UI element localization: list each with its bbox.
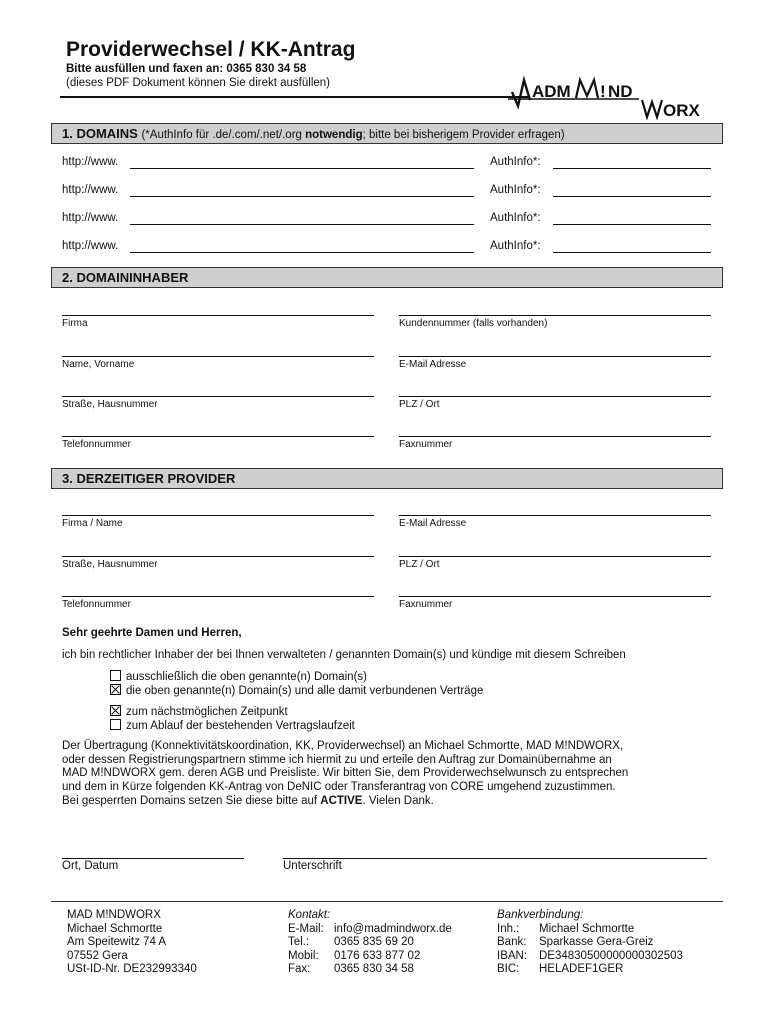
footer-contact: Kontakt: E-Mail: info@madmindworx.de Tel.: 0365 835 69 20 Mobil: 0176 633 877 02 Fax: 0365 830 34 58: [288, 909, 452, 976]
option-domains-only-label: ausschließlich die oben genannte(n) Domain(s): [126, 671, 367, 683]
svg-text:!: !: [600, 82, 606, 101]
owner-fax-input[interactable]: [399, 436, 711, 437]
url-label-2: http://www.: [62, 184, 119, 196]
header-rule: [60, 96, 530, 98]
owner-zip-city-label: PLZ / Ort: [399, 399, 440, 410]
madmindworx-logo: [508, 70, 718, 120]
section-provider-title: 3. DERZEITIGER PROVIDER: [62, 471, 236, 486]
footer-address: [67, 909, 197, 977]
contact-email[interactable]: info@madmindworx.de: [334, 922, 452, 935]
option-domains-only[interactable]: [110, 670, 367, 683]
authinfo-input-2[interactable]: [553, 196, 711, 197]
paragraph-line-2: oder dessen Registrierungspartnern stimme ich hiermit zu und erteile den Auftrag zur Domainübernahme an: [62, 753, 612, 766]
logo-text-1: ADM: [532, 82, 571, 101]
option-earliest-date-label: zum nächstmöglichen Zeitpunkt: [126, 706, 288, 718]
owner-street-label: Straße, Hausnummer: [62, 399, 158, 410]
option-domains-contracts-label: die oben genannte(n) Domain(s) und alle damit verbundenen Verträge: [126, 685, 484, 697]
bank-bic: HELADEF1GER: [539, 963, 624, 976]
provider-zip-city-input[interactable]: [399, 556, 711, 557]
footer-bank: Bankverbindung: Inh.: Michael Schmortte Bank: Sparkasse Gera-Greiz IBAN: DE34830500000000302503 BIC: HELADEF1GER: [497, 909, 683, 976]
provider-email-label: E-Mail Adresse: [399, 518, 467, 529]
provider-fax-label: Faxnummer: [399, 599, 453, 610]
domain-input-4[interactable]: [130, 252, 474, 253]
provider-name-input[interactable]: [62, 515, 374, 516]
authorization-paragraph: [62, 740, 712, 809]
footer-street: Am Speitewitz 74 A: [67, 936, 167, 949]
option-contract-end[interactable]: [110, 719, 355, 732]
authinfo-input-1[interactable]: [553, 168, 711, 169]
owner-zip-city-input[interactable]: [399, 396, 711, 397]
contact-mobile: 0176 633 877 02: [334, 949, 421, 962]
authinfo-label-1: AuthInfo*:: [490, 156, 541, 168]
owner-customer-number-input[interactable]: [399, 315, 711, 316]
option-earliest-date[interactable]: [110, 705, 288, 718]
owner-company-input[interactable]: [62, 315, 374, 316]
owner-customer-number-label: Kundennummer (falls vorhanden): [399, 318, 548, 329]
owner-phone-label: Telefonnummer: [62, 439, 131, 450]
page-title: Providerwechsel / KK-Antrag: [66, 38, 356, 61]
section-owner-header: [51, 267, 723, 288]
bank-iban: DE34830500000000302503: [539, 949, 683, 962]
place-date-input[interactable]: [62, 858, 244, 859]
url-label-1: http://www.: [62, 156, 119, 168]
domain-input-1[interactable]: [130, 168, 474, 169]
footer-company: MAD M!NDWORX: [67, 909, 161, 921]
provider-street-input[interactable]: [62, 556, 374, 557]
signature-input[interactable]: [283, 858, 707, 859]
provider-email-input[interactable]: [399, 515, 711, 516]
authinfo-input-3[interactable]: [553, 224, 711, 225]
provider-phone-label: Telefonnummer: [62, 599, 131, 610]
fax-instruction: Bitte ausfüllen und faxen an: 0365 830 34 58: [66, 63, 307, 75]
authinfo-label-2: AuthInfo*:: [490, 184, 541, 196]
owner-email-label: E-Mail Adresse: [399, 359, 467, 370]
url-label-4: http://www.: [62, 240, 119, 252]
paragraph-line-5: Bei gesperrten Domains setzen Sie diese bitte auf ACTIVE. Vielen Dank.: [62, 794, 434, 807]
paragraph-line-1: Der Übertragung (Konnektivitätskoordination, KK, Providerwechsel) an Michael Schmortte, MAD M!NDWORX,: [62, 740, 624, 752]
option-contract-end-label: zum Ablauf der bestehenden Vertragslaufzeit: [126, 720, 355, 732]
owner-email-input[interactable]: [399, 356, 711, 357]
pdf-note: (dieses PDF Dokument können Sie direkt ausfüllen): [66, 77, 330, 89]
paragraph-line-4: und dem in Kürze folgenden KK-Antrag von DeNIC oder Transferantrag von CORE umgehend zuzustimmen.: [62, 781, 616, 794]
bank-name: Sparkasse Gera-Greiz: [539, 936, 654, 949]
logo-text-3: ORX: [663, 101, 700, 120]
footer-city: 07552 Gera: [67, 949, 128, 962]
contact-title: Kontakt:: [288, 909, 331, 921]
owner-name-label: Name, Vorname: [62, 359, 135, 370]
section-domains-title: 1. DOMAINS: [62, 126, 138, 141]
bank-owner: Michael Schmortte: [539, 922, 635, 935]
logo-text-2: ND: [608, 82, 633, 101]
contact-fax: 0365 830 34 58: [334, 963, 414, 976]
owner-company-label: Firma: [62, 318, 88, 329]
provider-name-label: Firma / Name: [62, 518, 123, 529]
owner-fax-label: Faxnummer: [399, 439, 453, 450]
option-domains-contracts[interactable]: [110, 684, 483, 697]
provider-fax-input[interactable]: [399, 596, 711, 597]
owner-name-input[interactable]: [62, 356, 374, 357]
section-owner-title: 2. DOMAININHABER: [62, 270, 189, 285]
provider-zip-city-label: PLZ / Ort: [399, 559, 440, 570]
provider-phone-input[interactable]: [62, 596, 374, 597]
checkbox-domains-only[interactable]: [110, 670, 121, 681]
checkbox-contract-end[interactable]: [110, 719, 121, 730]
section-provider-header: [51, 468, 723, 489]
footer-owner: Michael Schmortte: [67, 922, 163, 935]
footer-rule: [51, 901, 723, 902]
checkbox-earliest-date[interactable]: [110, 705, 121, 716]
provider-street-label: Straße, Hausnummer: [62, 559, 158, 570]
footer-vat-id: USt-ID-Nr. DE232993340: [67, 963, 197, 976]
contact-phone: 0365 835 69 20: [334, 936, 414, 949]
signature-label: Unterschrift: [283, 860, 342, 872]
url-label-3: http://www.: [62, 212, 119, 224]
section-domains-header: 1. DOMAINS (*AuthInfo für .de/.com/.net/.org notwendig; bitte bei bisherigem Provider erfragen): [51, 123, 723, 144]
intro-text: ich bin rechtlicher Inhaber der bei Ihnen verwalteten / genannten Domain(s) und kündige mit diesem Schreiben: [62, 649, 626, 661]
authinfo-label-3: AuthInfo*:: [490, 212, 541, 224]
authinfo-input-4[interactable]: [553, 252, 711, 253]
paragraph-line-3: MAD M!NDWORX gem. deren AGB und Preisliste. Wir bitten Sie, dem Providerwechselwunsch zu entsprechen: [62, 767, 629, 780]
authinfo-label-4: AuthInfo*:: [490, 240, 541, 252]
owner-street-input[interactable]: [62, 396, 374, 397]
bank-title: Bankverbindung:: [497, 909, 584, 921]
place-date-label: Ort, Datum: [62, 860, 119, 872]
domain-input-2[interactable]: [130, 196, 474, 197]
domain-input-3[interactable]: [130, 224, 474, 225]
owner-phone-input[interactable]: [62, 436, 374, 437]
checkbox-domains-contracts[interactable]: [110, 684, 121, 695]
greeting: Sehr geehrte Damen und Herren,: [62, 627, 242, 639]
